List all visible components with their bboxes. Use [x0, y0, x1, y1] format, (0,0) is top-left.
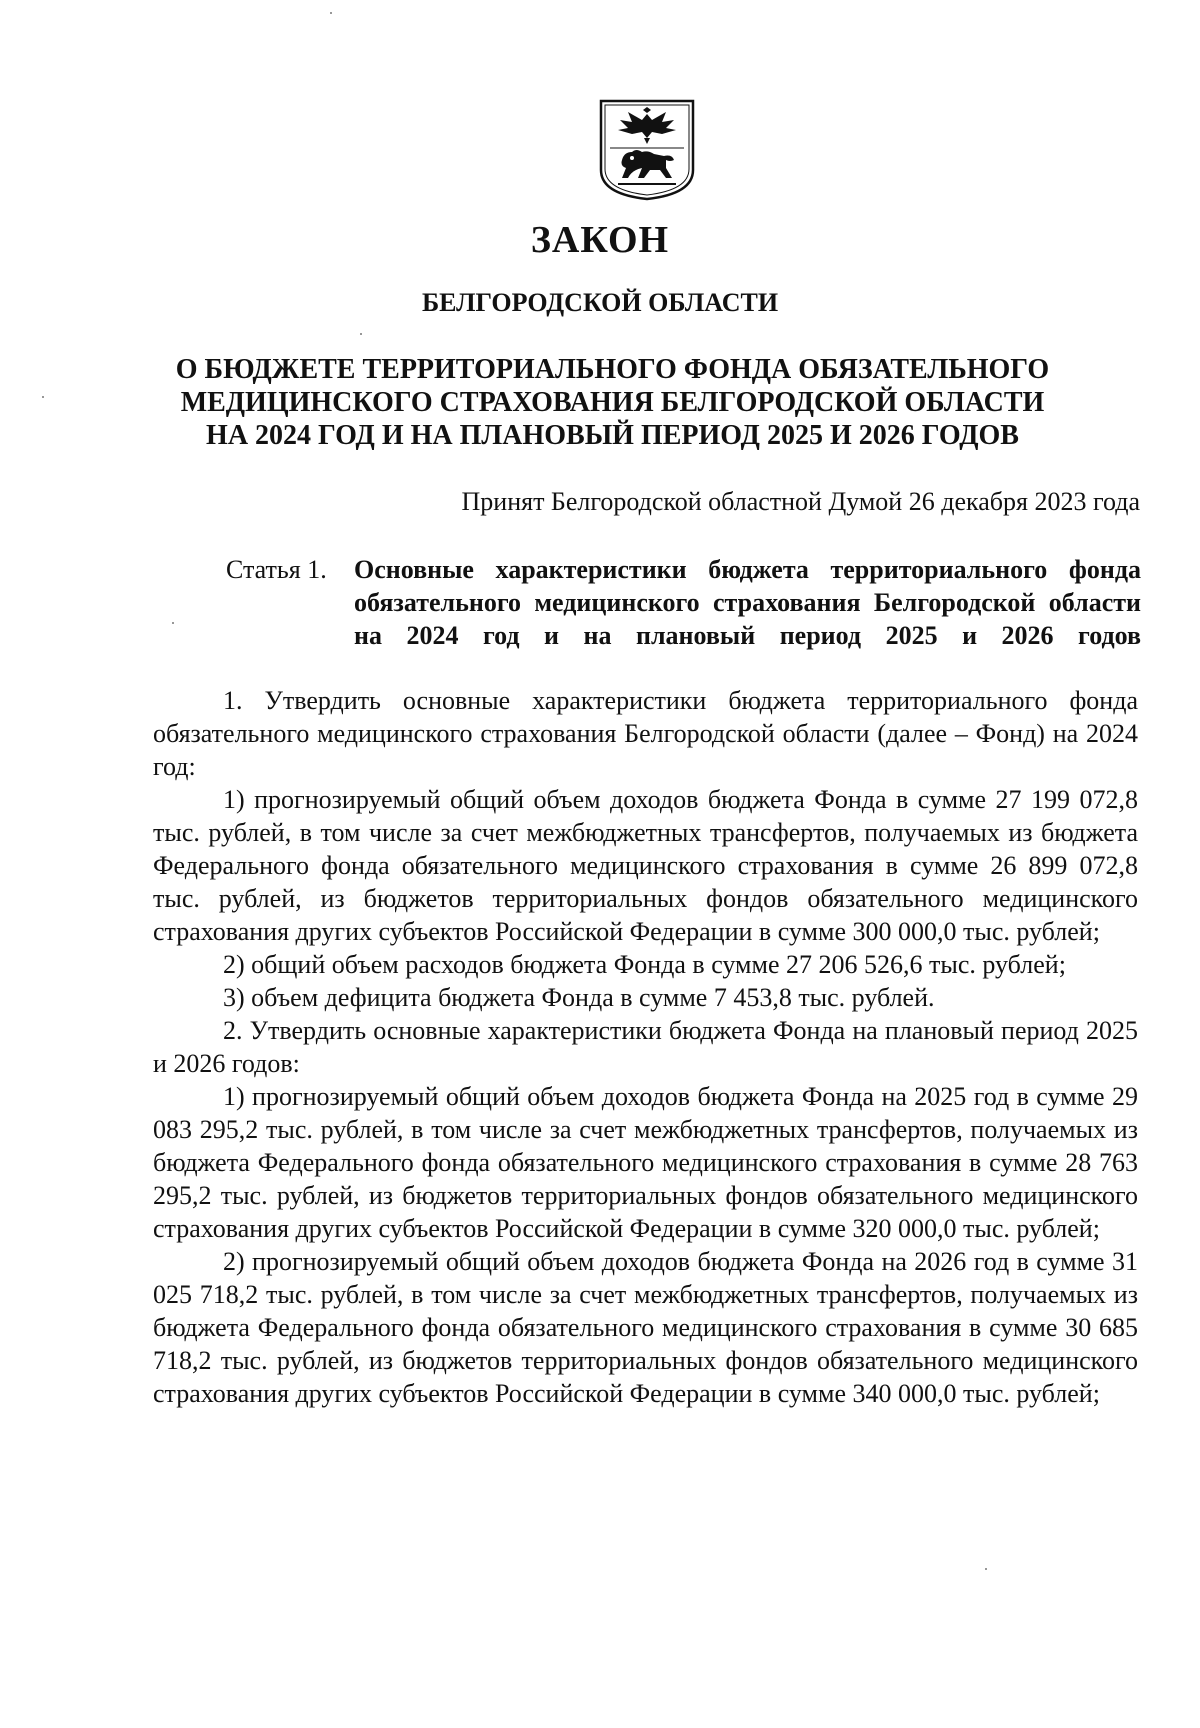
- law-title-line: МЕДИЦИНСКОГО СТРАХОВАНИЯ БЕЛГОРОДСКОЙ ОБЛАСТИ: [180, 387, 1045, 418]
- law-title-line: НА 2024 ГОД И НА ПЛАНОВЫЙ ПЕРИОД 2025 И 2026 ГОДОВ: [206, 420, 1019, 451]
- paragraph: 1. Утвердить основные характеристики бюджета территориального фонда обязательного медицинского страхования Белгородской области (далее – Фонд) на 2024 год:: [153, 686, 1138, 781]
- paragraph: 1) прогнозируемый общий объем доходов бюджета Фонда в сумме 27 199 072,8 тыс. рублей, в том числе за счет межбюджетных трансфертов, получаемых из бюджета Федерального фонда обязательного медицинского страхования в сумме 26 899 072,8 тыс. рублей, из бюджетов территориальных фондов обязательного медицинского страхования других субъектов Российской Федерации в сумме 300 000,0 тыс. рублей;: [153, 785, 1138, 946]
- document-title: ЗАКОН: [530, 219, 670, 261]
- scan-speck: [330, 12, 332, 14]
- paragraph: 2) общий объем расходов бюджета Фонда в сумме 27 206 526,6 тыс. рублей;: [223, 950, 1066, 979]
- coat-of-arms-icon: [598, 98, 696, 202]
- scan-speck: [360, 333, 362, 335]
- scan-speck: [172, 622, 174, 624]
- article-label: Статья 1.: [226, 555, 327, 584]
- paragraph: 2. Утвердить основные характеристики бюджета Фонда на плановый период 2025 и 2026 годов:: [153, 1016, 1138, 1078]
- article-title: Основные характеристики бюджета территориального фонда обязательного медицинского страхования Белгородской области на 2024 год и на плановый период 2025 и 2026 годов: [354, 555, 1141, 650]
- paragraph: 2) прогнозируемый общий объем доходов бюджета Фонда на 2026 год в сумме 31 025 718,2 тыс. рублей, в том числе за счет межбюджетных трансфертов, получаемых из бюджета Федерального фонда обязательного медицинского страхования в сумме 30 685 718,2 тыс. рублей, из бюджетов территориальных фондов обязательного медицинского страхования других субъектов Российской Федерации в сумме 340 000,0 тыс. рублей;: [153, 1247, 1138, 1408]
- scan-speck: [985, 1568, 987, 1570]
- scan-speck: [42, 396, 44, 398]
- document-subtitle: БЕЛГОРОДСКОЙ ОБЛАСТИ: [421, 288, 779, 317]
- law-title-line: О БЮДЖЕТЕ ТЕРРИТОРИАЛЬНОГО ФОНДА ОБЯЗАТЕЛЬНОГО: [175, 354, 1050, 385]
- law-title: [150, 353, 1075, 452]
- paragraph: 1) прогнозируемый общий объем доходов бюджета Фонда на 2025 год в сумме 29 083 295,2 тыс. рублей, в том числе за счет межбюджетных трансфертов, получаемых из бюджета Федерального фонда обязательного медицинского страхования в сумме 28 763 295,2 тыс. рублей, из бюджетов территориальных фондов обязательного медицинского страхования других субъектов Российской Федерации в сумме 320 000,0 тыс. рублей;: [153, 1082, 1138, 1243]
- adoption-note: Принят Белгородской областной Думой 26 декабря 2023 года: [461, 487, 1140, 516]
- paragraph: 3) объем дефицита бюджета Фонда в сумме 7 453,8 тыс. рублей.: [223, 983, 935, 1012]
- article-body: [153, 684, 1138, 1410]
